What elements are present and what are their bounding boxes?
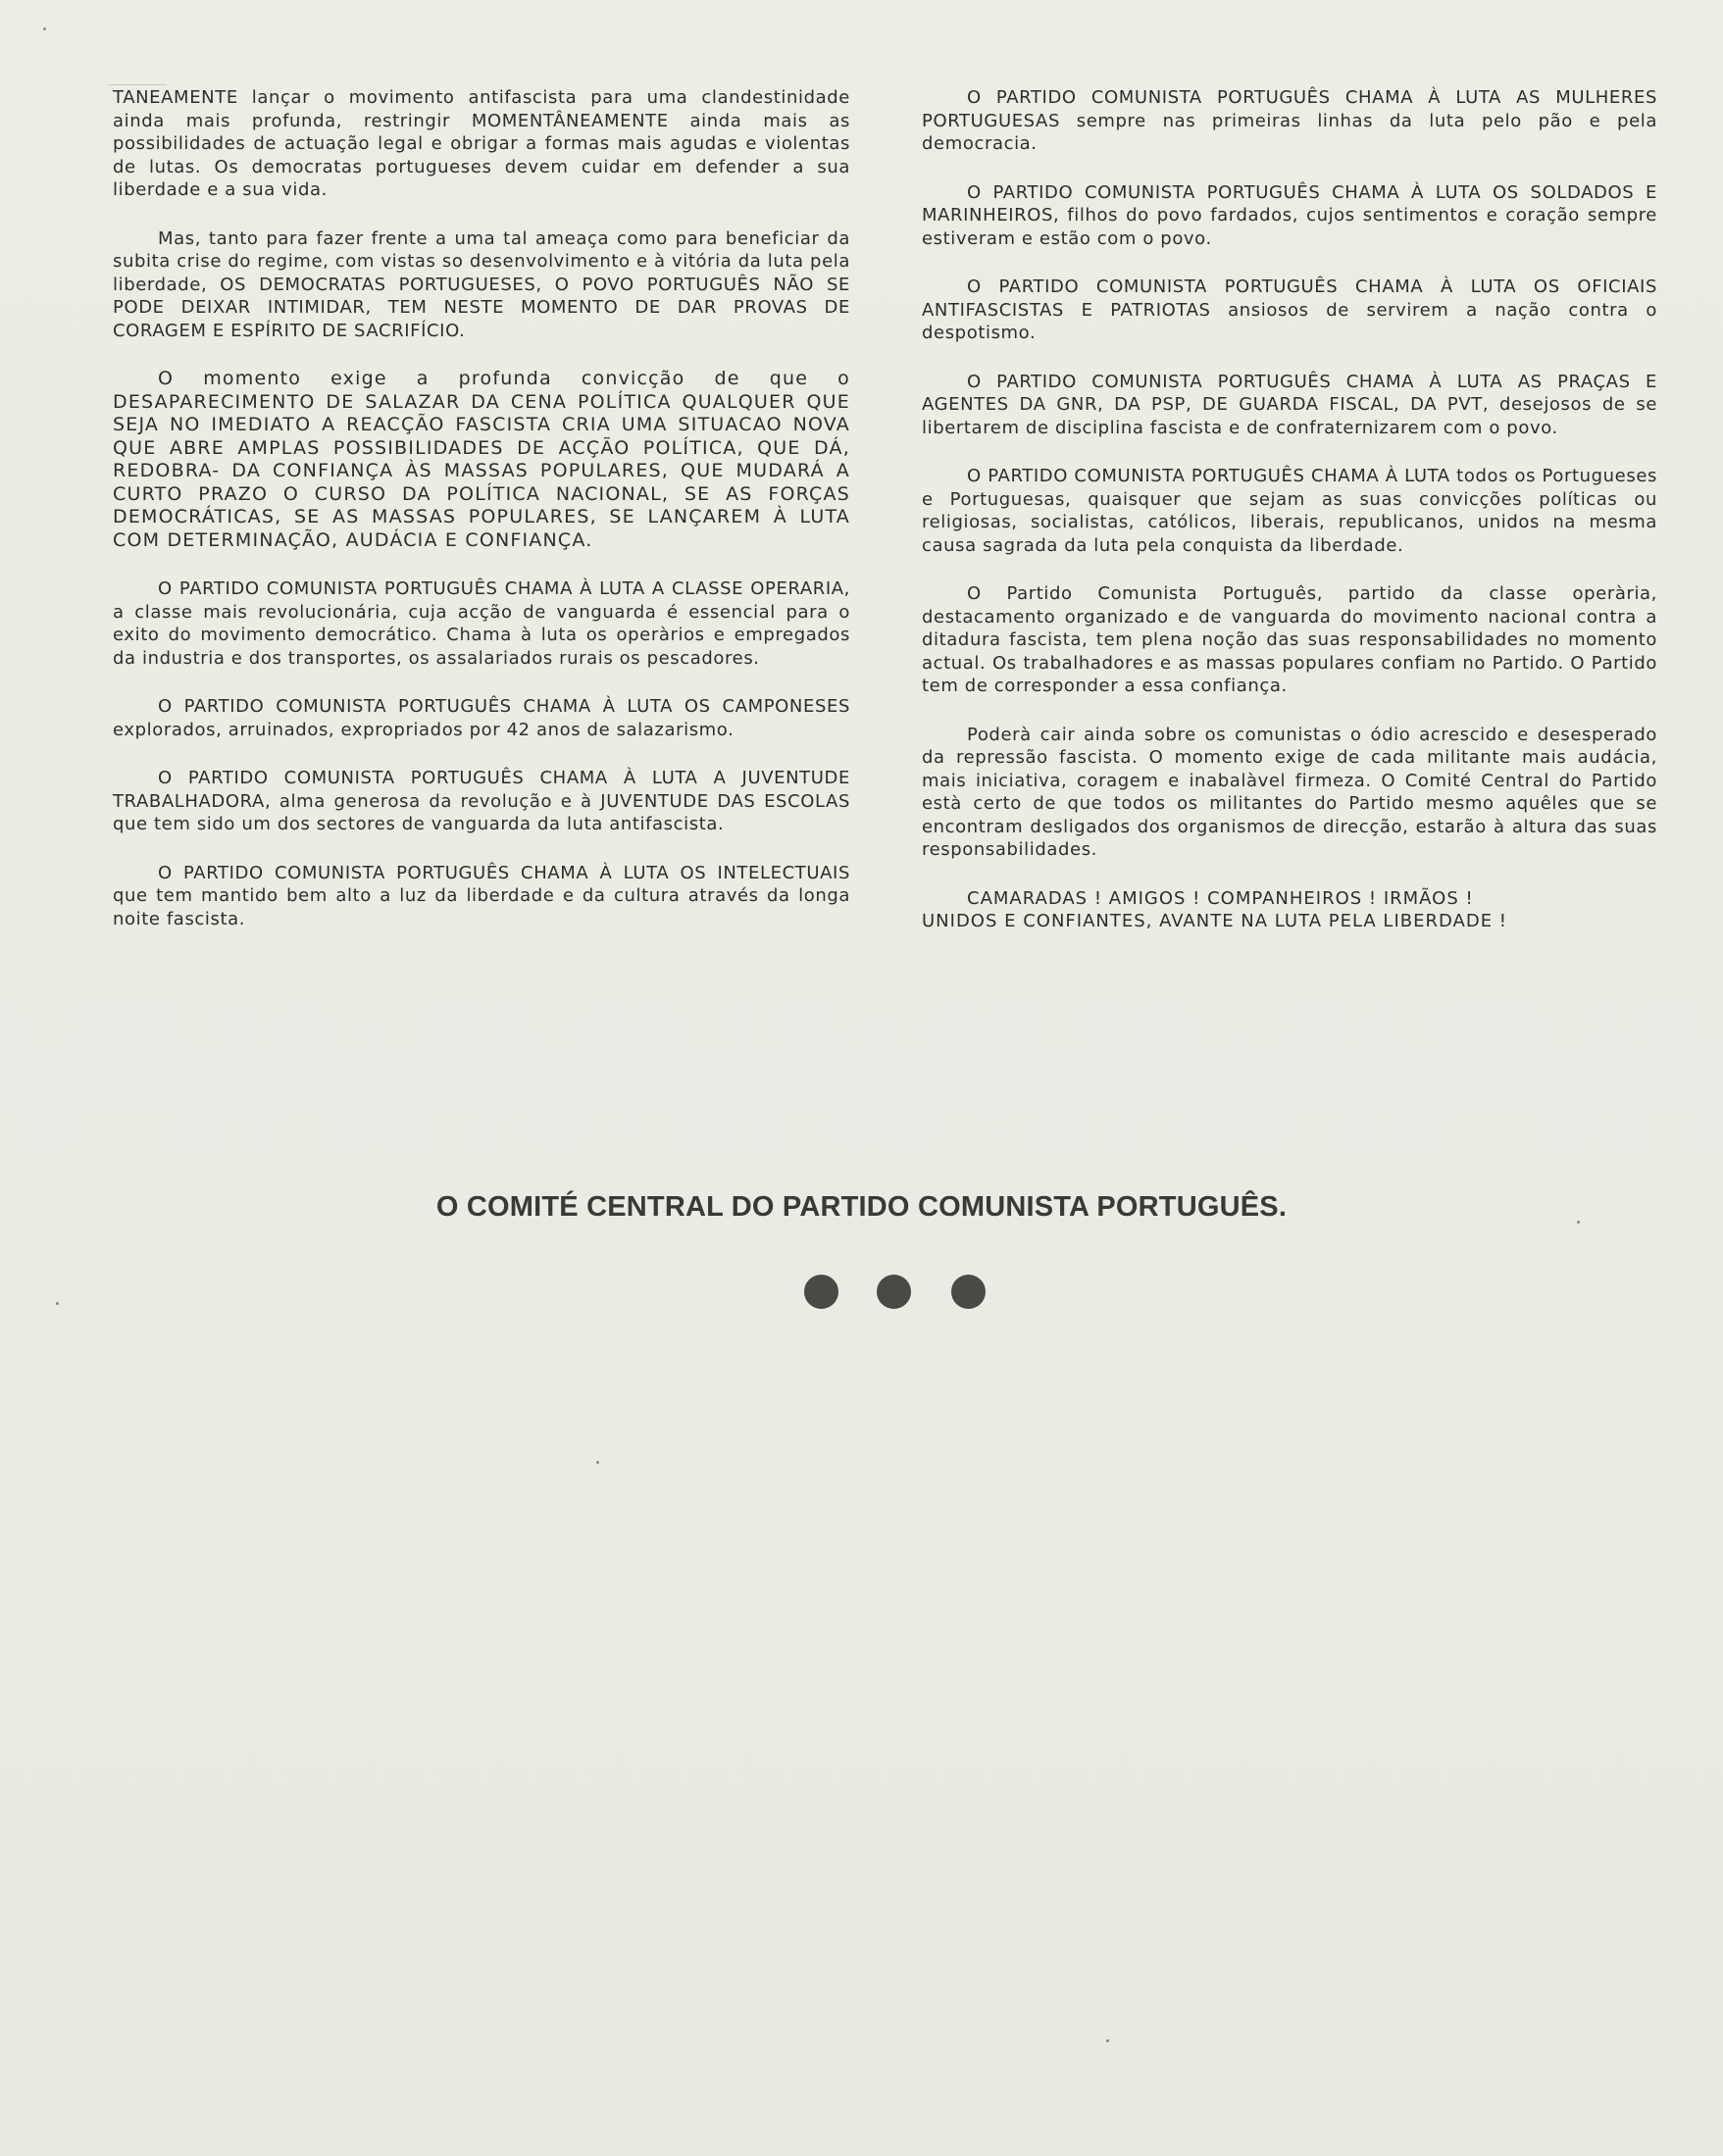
paragraph-left-2: Mas, tanto para fazer frente a uma tal ameaça como para beneficiar da subita crise do regime, com vistas so desenvolvimento e à vitória da luta pela liberdade, OS DEMOCRATAS PORTUGUESES, O POVO PORTUGUÊS NÃO SE PODE DEIXAR INTIMIDAR, TEM NESTE MOMENTO DE DAR PROVAS DE CORAGEM E ESPÍRITO DE SACRIFÍCIO. (113, 227, 850, 341)
paragraph-left-7: O PARTIDO COMUNISTA PORTUGUÊS CHAMA À LUTA OS INTELECTUAIS que tem mantido bem alto a luz da liberdade e da cultura através da longa noite fascista. (113, 862, 850, 929)
ornament-dots (804, 1275, 990, 1310)
paper-speck (596, 1461, 599, 1464)
ornament-dot (804, 1275, 838, 1309)
left-column (113, 86, 850, 956)
page-rule (108, 84, 167, 85)
paper-speck (43, 27, 46, 30)
closing-line-1: CAMARADAS ! AMIGOS ! COMPANHEIROS ! IRMÃOS ! (967, 887, 1474, 909)
paragraph-right-1: O PARTIDO COMUNISTA PORTUGUÊS CHAMA À LUTA AS MULHERES PORTUGUESAS sempre nas primeiras linhas da luta pelo pão e pela democracia. (922, 87, 1657, 154)
paragraph-left-5: O PARTIDO COMUNISTA PORTUGUÊS CHAMA À LUTA OS CAMPONESES explorados, arruinados, expropriados por 42 anos de salazarismo. (113, 696, 850, 740)
paragraph-right-3: O PARTIDO COMUNISTA PORTUGUÊS CHAMA À LUTA OS OFICIAIS ANTIFASCISTAS E PATRIOTAS ansiosos de servirem a nação contra o despotismo. (922, 276, 1657, 343)
paragraph-left-6: O PARTIDO COMUNISTA PORTUGUÊS CHAMA À LUTA A JUVENTUDE TRABALHADORA, alma generosa da revolução e à JUVENTUDE DAS ESCOLAS que tem sido um dos sectores de vanguarda da luta antifascista. (113, 768, 850, 834)
paragraph-right-5: O PARTIDO COMUNISTA PORTUGUÊS CHAMA À LUTA todos os Portugueses e Portuguesas, quaisquer que sejam as suas convicções políticas ou religiosas, socialistas, católicos, liberais, republicanos, unidos na mesma causa sagrada da luta pela conquista da liberdade. (922, 466, 1657, 556)
paragraph-right-2: O PARTIDO COMUNISTA PORTUGUÊS CHAMA À LUTA OS SOLDADOS E MARINHEIROS, filhos do povo fardados, cujos sentimentos e coração sempre estiveram e estão com o povo. (922, 181, 1657, 249)
closing-slogan (922, 887, 1657, 933)
signature: O COMITÉ CENTRAL DO PARTIDO COMUNISTA PORTUGUÊS. (435, 1191, 1288, 1223)
ornament-dot (877, 1275, 911, 1309)
closing-line-2: UNIDOS E CONFIANTES, AVANTE NA LUTA PELA LIBERDADE ! (922, 911, 1508, 931)
ornament-dot (951, 1275, 986, 1309)
paragraph-right-7: Poderà cair ainda sobre os comunistas o ódio acrescido e desesperado da repressão fascista. O momento exige de cada militante mais audácia, mais iniciativa, coragem e inabalàvel firmeza. O Comité Central do Partido està certo de que todos os militantes do Partido mesmo aquêles que se encontram desligados dos organismos de direcção, estarão à altura das suas responsabilidades. (922, 724, 1657, 860)
paragraph-right-4: O PARTIDO COMUNISTA PORTUGUÊS CHAMA À LUTA AS PRAÇAS E AGENTES DA GNR, DA PSP, DE GUARDA FISCAL, DA PVT, desejosos de se libertarem de disciplina fascista e de confraternizarem com o povo. (922, 371, 1657, 438)
paper-speck (1106, 2039, 1109, 2042)
paper-speck (56, 1302, 59, 1305)
paragraph-left-3: O momento exige a profunda convicção de que o DESAPARECIMENTO DE SALAZAR DA CENA POLÍTICA QUALQUER QUE SEJA NO IMEDIATO A REACÇÃO FASCISTA CRIA UMA SITUACAO NOVA QUE ABRE AMPLAS POSSIBILIDADES DE ACÇÃO POLÍTICA, QUE DÁ, REDOBRA- DA CONFIANÇA ÀS MASSAS POPULARES, QUE MUDARÁ A CURTO PRAZO O CURSO DA POLÍTICA NACIONAL, SE AS FORÇAS DEMOCRÁTICAS, SE AS MASSAS POPULARES, SE LANÇAREM À LUTA COM DETERMINAÇÃO, AUDÁCIA E CONFIANÇA. (113, 368, 850, 551)
paragraph-right-6: O Partido Comunista Português, partido da classe operària, destacamento organizado e de vanguarda do movimento nacional contra a ditadura fascista, tem plena noção das suas responsabilidades no momento actual. Os trabalhadores e as massas populares confiam no Partido. O Partido tem de corresponder a essa confiança. (922, 583, 1657, 696)
right-column (922, 86, 1657, 933)
paragraph-left-1: TANEAMENTE lançar o movimento antifascista para uma clandestinidade ainda mais profunda, restringir MOMENTÂNEAMENTE ainda mais as possibilidades de actuação legal e obrigar a formas mais agudas e violentas de lutas. Os democratas portugueses devem cuidar em defender a sua liberdade e a sua vida. (113, 87, 850, 200)
paper-speck (1577, 1221, 1580, 1224)
paragraph-left-4: O PARTIDO COMUNISTA PORTUGUÊS CHAMA À LUTA A CLASSE OPERARIA, a classe mais revolucionária, cuja acção de vanguarda é essencial para o exito do movimento democrático. Chama à luta os operàrios e empregados da industria e dos transportes, os assalariados rurais os pescadores. (113, 578, 850, 669)
